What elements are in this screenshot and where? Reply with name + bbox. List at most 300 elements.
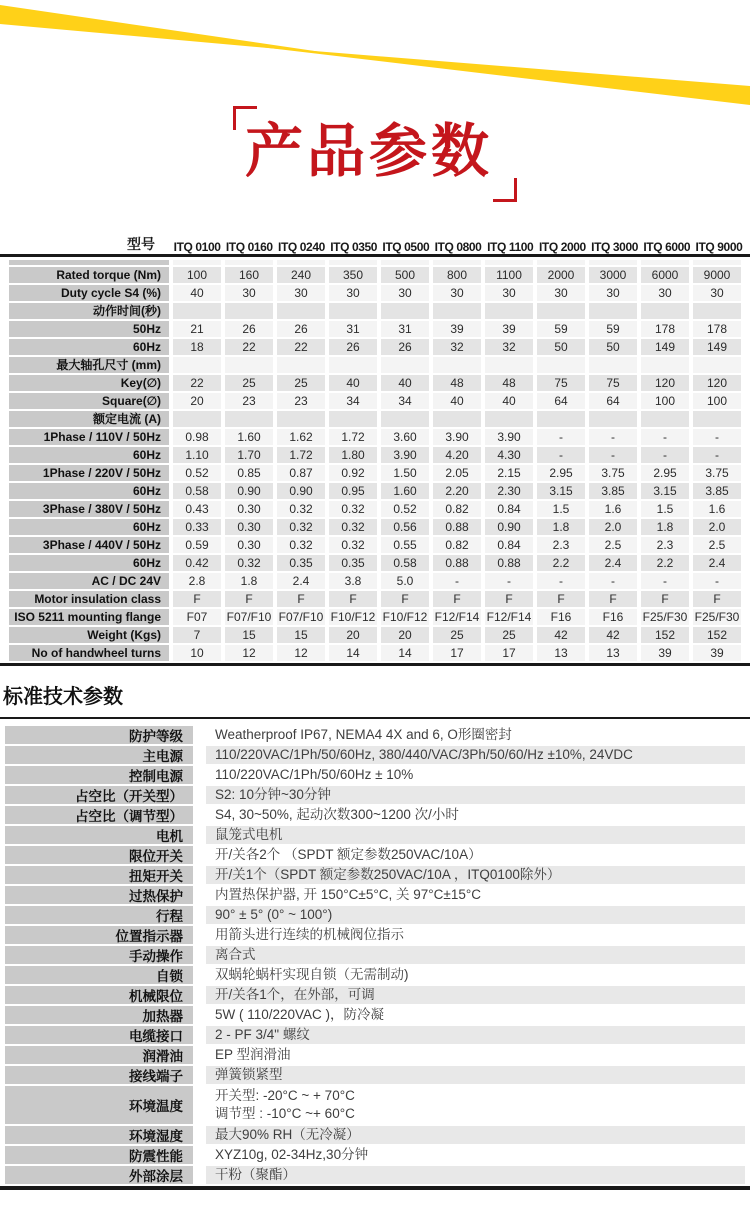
spec-value-cell: 0.43	[173, 501, 221, 517]
tech-value-line: EP 型润滑油	[215, 1047, 291, 1062]
spec-value-cell: 30	[485, 285, 533, 301]
model-column-header: ITQ 0240	[278, 240, 325, 254]
spec-value-cell: 40	[485, 393, 533, 409]
spec-value-cell: 0.30	[225, 501, 273, 517]
tech-row-value	[206, 1126, 745, 1144]
tech-row-label: 防护等级	[5, 726, 193, 744]
spec-value-cell: F07/F10	[278, 610, 324, 624]
tech-parameters-list	[5, 726, 745, 1184]
spec-section-cell	[537, 303, 585, 319]
spec-section-cell	[225, 357, 273, 373]
model-column-header: ITQ 0500	[382, 240, 430, 254]
title-corner-bracket-bottomright-icon	[493, 178, 517, 202]
spec-value-cell: -	[641, 447, 689, 463]
spec-section-cell	[173, 303, 221, 319]
spec-value-cell: 0.32	[329, 501, 377, 517]
tech-row-gap	[193, 966, 206, 984]
spec-section-cell	[589, 303, 637, 319]
model-column-header: ITQ 2000	[538, 240, 586, 254]
tech-row-gap	[193, 1126, 206, 1144]
spec-value-cell: -	[693, 447, 741, 463]
spec-value-cell: 500	[381, 267, 429, 283]
spec-value-cell: 30	[693, 285, 741, 301]
spec-section-cell	[537, 357, 585, 373]
tech-row-value	[206, 866, 745, 884]
spec-value-cell: 30	[537, 285, 585, 301]
spec-value-cell: 1.70	[225, 447, 273, 463]
spec-value-cell: -	[537, 447, 585, 463]
spec-value-cell: 240	[277, 267, 325, 283]
spec-value-cell: 25	[225, 375, 273, 391]
spec-value-cell: 17	[433, 645, 481, 661]
spec-value-cell: 26	[381, 339, 429, 355]
tech-value-line: XYZ10g, 02-34Hz,30分钟	[215, 1147, 369, 1162]
tech-row	[5, 726, 745, 744]
spec-section-row	[9, 357, 741, 373]
tech-value-line: S4, 30~50%, 起动次数300~1200 次/小时	[215, 807, 459, 822]
spec-value-cell: F10/F12	[382, 610, 428, 624]
spec-value-cell: 149	[693, 339, 741, 355]
spec-value-cell: F	[173, 591, 221, 607]
spec-value-cell: 1.8	[641, 519, 689, 535]
spec-value-cell: 2.4	[693, 555, 741, 571]
spec-value-cell: 18	[173, 339, 221, 355]
spec-value-cell: 100	[173, 267, 221, 283]
spec-value-cell: 0.30	[225, 537, 273, 553]
tech-row	[5, 946, 745, 964]
spec-data-row	[9, 267, 741, 283]
spec-data-row	[9, 339, 741, 355]
spec-value-cell: 0.58	[173, 483, 221, 499]
spec-value-cell: 100	[693, 393, 741, 409]
spec-row-label: AC / DC 24V	[9, 573, 169, 589]
spec-value-cell: 0.52	[173, 465, 221, 481]
spec-section-cell	[433, 303, 481, 319]
spec-value-cell: 9000	[693, 267, 741, 283]
spec-value-cell: 50	[537, 339, 585, 355]
spec-value-cell: 160	[225, 267, 273, 283]
tech-row-gap	[193, 1086, 206, 1124]
spec-value-cell: F	[329, 591, 377, 607]
spec-section-cell	[173, 357, 221, 373]
spec-section-cell	[485, 357, 533, 373]
spec-value-cell: 3.75	[589, 465, 637, 481]
model-column-header: ITQ 0800	[434, 240, 482, 254]
tech-row	[5, 786, 745, 804]
spec-row-label: 3Phase / 380V / 50Hz	[9, 501, 169, 517]
spec-value-cell: 13	[537, 645, 585, 661]
tech-row-value	[206, 1146, 745, 1164]
spec-value-cell: 42	[537, 627, 585, 643]
ribbon-right-band	[252, 46, 750, 105]
spec-table	[5, 258, 745, 663]
tech-row-gap	[193, 926, 206, 944]
spec-section-cell	[329, 303, 377, 319]
tech-row	[5, 986, 745, 1004]
spec-section-cell	[277, 357, 325, 373]
spec-value-cell: 2.30	[485, 483, 533, 499]
spec-value-cell: F	[537, 591, 585, 607]
spec-value-cell: 26	[225, 321, 273, 337]
spec-value-cell: 4.20	[433, 447, 481, 463]
tech-title-underline	[0, 717, 750, 719]
spec-value-cell: 40	[173, 285, 221, 301]
tech-row-gap	[193, 866, 206, 884]
spec-value-cell: 0.98	[173, 429, 221, 445]
spec-value-cell: F	[433, 591, 481, 607]
spec-value-cell: 0.55	[381, 537, 429, 553]
spec-value-cell: 0.90	[277, 483, 325, 499]
spec-value-cell: 1.10	[173, 447, 221, 463]
spec-value-cell: 2.8	[173, 573, 221, 589]
page-bottom-line	[0, 1186, 750, 1190]
spec-section-cell	[537, 411, 585, 427]
spec-value-cell: 26	[277, 321, 325, 337]
tech-row-label: 扭矩开关	[5, 866, 193, 884]
spec-row-label: Duty cycle S4 (%)	[9, 285, 169, 301]
spec-value-cell: 149	[641, 339, 689, 355]
spec-row-label: 60Hz	[9, 483, 169, 499]
spec-value-cell: 0.59	[173, 537, 221, 553]
tech-value-line: 调节型 : -10°C ~+ 60°C	[215, 1106, 355, 1121]
spec-value-cell: 350	[329, 267, 377, 283]
spec-data-row	[9, 645, 741, 661]
tech-row-gap	[193, 886, 206, 904]
spec-value-cell: 17	[485, 645, 533, 661]
spec-row-label: 50Hz	[9, 321, 169, 337]
tech-row-value	[206, 1006, 745, 1024]
spec-pad-cell	[537, 260, 585, 265]
spec-value-cell: 2000	[537, 267, 585, 283]
spec-value-cell: F	[641, 591, 689, 607]
spec-data-row	[9, 393, 741, 409]
tech-row-gap	[193, 1066, 206, 1084]
spec-value-cell: 0.52	[381, 501, 429, 517]
tech-row-value	[206, 806, 745, 824]
spec-value-cell: 12	[225, 645, 273, 661]
spec-value-cell: 0.92	[329, 465, 377, 481]
spec-value-cell: 0.58	[381, 555, 429, 571]
spec-section-cell	[173, 411, 221, 427]
spec-section-cell	[329, 411, 377, 427]
spec-value-cell: 1.8	[537, 519, 585, 535]
spec-value-cell: 7	[173, 627, 221, 643]
spec-value-cell: 32	[433, 339, 481, 355]
spec-value-cell: 1.6	[693, 501, 741, 517]
tech-value-line: 开/关各1个，在外部，可调	[215, 987, 375, 1002]
spec-value-cell: 3.75	[693, 465, 741, 481]
spec-value-cell: 40	[329, 375, 377, 391]
tech-value-line: 开/关各2个 （SPDT 额定参数250VAC/10A）	[215, 847, 482, 862]
spec-value-cell: 152	[693, 627, 741, 643]
spec-value-cell: 25	[485, 627, 533, 643]
spec-data-row	[9, 375, 741, 391]
tech-row-gap	[193, 1046, 206, 1064]
tech-row	[5, 926, 745, 944]
spec-pad-cell	[589, 260, 637, 265]
tech-row	[5, 1166, 745, 1184]
spec-data-row	[9, 573, 741, 589]
tech-row-gap	[193, 846, 206, 864]
model-column-header: ITQ 3000	[591, 240, 638, 254]
spec-section-cell	[641, 357, 689, 373]
spec-row-label: 1Phase / 220V / 50Hz	[9, 465, 169, 481]
tech-value-line: 110/220VAC/1Ph/50/60Hz ± 10%	[215, 767, 414, 782]
spec-value-cell: 30	[277, 285, 325, 301]
spec-value-cell: 64	[589, 393, 637, 409]
spec-data-row	[9, 591, 741, 607]
tech-row-value	[206, 1086, 745, 1124]
spec-section-cell	[485, 411, 533, 427]
tech-row-value	[206, 1166, 745, 1184]
spec-section-cell	[433, 411, 481, 427]
spec-value-cell: 10	[173, 645, 221, 661]
model-header-columns	[171, 240, 745, 254]
spec-value-cell: 0.35	[277, 555, 325, 571]
spec-value-cell: 42	[589, 627, 637, 643]
model-column-header: ITQ 0160	[225, 240, 273, 254]
tech-value-line: 110/220VAC/1Ph/50/60Hz, 380/440/VAC/3Ph/50/60/Hz ±10%, 24VDC	[215, 747, 633, 762]
spec-value-cell: 32	[485, 339, 533, 355]
tech-value-line: 干粉（聚酯）	[215, 1167, 296, 1182]
spec-data-row	[9, 609, 741, 625]
tech-row	[5, 1086, 745, 1124]
tech-row-label: 机械限位	[5, 986, 193, 1004]
spec-pad-cell	[693, 260, 741, 265]
tech-row-value	[206, 746, 745, 764]
spec-value-cell: -	[693, 573, 741, 589]
spec-pad-cell	[641, 260, 689, 265]
spec-value-cell: 31	[329, 321, 377, 337]
spec-value-cell: 1.5	[537, 501, 585, 517]
spec-value-cell: 21	[173, 321, 221, 337]
spec-value-cell: 40	[381, 375, 429, 391]
tech-row	[5, 1046, 745, 1064]
spec-section-cell	[589, 357, 637, 373]
spec-value-cell: 1.60	[381, 483, 429, 499]
spec-value-cell: 2.3	[537, 537, 585, 553]
spec-value-cell: -	[485, 573, 533, 589]
spec-value-cell: 6000	[641, 267, 689, 283]
spec-pad-row	[9, 260, 741, 265]
header-divider-line	[0, 254, 750, 257]
spec-value-cell: 2.4	[589, 555, 637, 571]
spec-value-cell: 30	[589, 285, 637, 301]
spec-value-cell: 2.15	[485, 465, 533, 481]
spec-value-cell: 0.32	[277, 537, 325, 553]
tech-row-value	[206, 906, 745, 924]
model-header-label: 型号	[127, 236, 155, 252]
tech-row-label: 接线端子	[5, 1066, 193, 1084]
spec-value-cell: 1.6	[589, 501, 637, 517]
tech-row	[5, 766, 745, 784]
spec-value-cell: 0.33	[173, 519, 221, 535]
yellow-ribbon-decoration	[0, 0, 750, 120]
title-corner-bracket-topleft-icon	[233, 106, 257, 130]
spec-value-cell: 20	[173, 393, 221, 409]
tech-value-line: 5W ( 110/220VAC )，防冷凝	[215, 1007, 385, 1022]
spec-value-cell: 0.82	[433, 501, 481, 517]
spec-value-cell: 0.88	[485, 555, 533, 571]
spec-pad-cell	[381, 260, 429, 265]
spec-value-cell: F25/F30	[694, 610, 740, 624]
tech-value-line: 最大90% RH（无冷凝）	[215, 1127, 360, 1142]
spec-row-label: 60Hz	[9, 519, 169, 535]
spec-value-cell: 59	[589, 321, 637, 337]
tech-row-gap	[193, 1026, 206, 1044]
spec-value-cell: -	[641, 429, 689, 445]
spec-value-cell: 0.32	[329, 519, 377, 535]
model-column-header: ITQ 0100	[173, 240, 221, 254]
spec-value-cell: F	[225, 591, 273, 607]
tech-row	[5, 886, 745, 904]
tech-value-line: 内置热保护器, 开 150°C±5°C, 关 97°C±15°C	[215, 887, 481, 902]
spec-value-cell: 26	[329, 339, 377, 355]
spec-table-bottom-line	[0, 663, 750, 666]
spec-value-cell: 1.62	[277, 429, 325, 445]
spec-section-cell	[225, 303, 273, 319]
spec-data-row	[9, 627, 741, 643]
spec-row-label: 60Hz	[9, 447, 169, 463]
spec-value-cell: -	[641, 573, 689, 589]
spec-value-cell: -	[433, 573, 481, 589]
spec-data-row	[9, 501, 741, 517]
spec-value-cell: 2.3	[641, 537, 689, 553]
spec-section-cell	[589, 411, 637, 427]
spec-value-cell: 2.0	[589, 519, 637, 535]
tech-row-label: 占空比（调节型）	[5, 806, 193, 824]
tech-row-label: 过热保护	[5, 886, 193, 904]
spec-data-row	[9, 429, 741, 445]
spec-value-cell: 2.5	[589, 537, 637, 553]
spec-row-label: Rated torque (Nm)	[9, 267, 169, 283]
tech-row-label: 外部涂层	[5, 1166, 193, 1184]
spec-value-cell: 3.15	[537, 483, 585, 499]
spec-value-cell: 15	[277, 627, 325, 643]
spec-value-cell: 0.32	[277, 519, 325, 535]
tech-row	[5, 1146, 745, 1164]
spec-value-cell: 39	[433, 321, 481, 337]
spec-value-cell: 2.2	[537, 555, 585, 571]
spec-value-cell: 40	[433, 393, 481, 409]
spec-row-label: 最大轴孔尺寸 (mm)	[9, 357, 169, 373]
spec-section-cell	[225, 411, 273, 427]
spec-value-cell: 0.90	[485, 519, 533, 535]
spec-value-cell: 0.88	[433, 519, 481, 535]
tech-value-line: 90° ± 5° (0° ~ 100°)	[215, 907, 333, 922]
spec-value-cell: 31	[381, 321, 429, 337]
spec-row-label: Square(∅)	[9, 393, 169, 409]
spec-value-cell: 22	[173, 375, 221, 391]
tech-row-value	[206, 1066, 745, 1084]
tech-row-gap	[193, 726, 206, 744]
tech-row-value	[206, 966, 745, 984]
spec-value-cell: 39	[485, 321, 533, 337]
spec-value-cell: 178	[693, 321, 741, 337]
tech-row-label: 环境温度	[5, 1086, 193, 1124]
spec-row-label: Weight (Kgs)	[9, 627, 169, 643]
spec-value-cell: 3.8	[329, 573, 377, 589]
tech-row-label: 主电源	[5, 746, 193, 764]
spec-value-cell: 2.95	[641, 465, 689, 481]
spec-value-cell: 2.0	[693, 519, 741, 535]
tech-value-line: 离合式	[215, 947, 256, 962]
spec-value-cell: 23	[225, 393, 273, 409]
spec-value-cell: 14	[381, 645, 429, 661]
tech-row	[5, 806, 745, 824]
tech-value-line: 开关型: -20°C ~ + 70°C	[215, 1088, 355, 1103]
spec-value-cell: 0.32	[225, 555, 273, 571]
model-column-header: ITQ 6000	[643, 240, 691, 254]
spec-row-label: ISO 5211 mounting flange	[9, 609, 169, 625]
spec-value-cell: 0.32	[277, 501, 325, 517]
spec-row-label: No of handwheel turns	[9, 645, 169, 661]
spec-value-cell: 0.95	[329, 483, 377, 499]
spec-value-cell: 0.90	[225, 483, 273, 499]
spec-value-cell: F	[381, 591, 429, 607]
tech-value-line: 双蜗轮蜗杆实现自锁（无需制动)	[215, 967, 409, 982]
spec-value-cell: F12/F14	[486, 610, 532, 624]
spec-value-cell: 2.95	[537, 465, 585, 481]
spec-value-cell: 800	[433, 267, 481, 283]
spec-pad-cell	[329, 260, 377, 265]
tech-value-line: 2 - PF 3/4" 螺纹	[215, 1027, 310, 1042]
tech-row-value	[206, 946, 745, 964]
spec-data-row	[9, 519, 741, 535]
spec-value-cell: 22	[277, 339, 325, 355]
spec-data-row	[9, 555, 741, 571]
tech-row-gap	[193, 806, 206, 824]
spec-value-cell: 3.90	[485, 429, 533, 445]
spec-value-cell: 48	[485, 375, 533, 391]
spec-value-cell: 0.82	[433, 537, 481, 553]
spec-value-cell: -	[589, 429, 637, 445]
spec-value-cell: 59	[537, 321, 585, 337]
spec-value-cell: 4.30	[485, 447, 533, 463]
spec-value-cell: 75	[537, 375, 585, 391]
spec-section-cell	[693, 303, 741, 319]
spec-row-label: 1Phase / 110V / 50Hz	[9, 429, 169, 445]
spec-value-cell: 34	[329, 393, 377, 409]
spec-row-label: 60Hz	[9, 339, 169, 355]
spec-value-cell: 0.35	[329, 555, 377, 571]
spec-value-cell: 12	[277, 645, 325, 661]
spec-value-cell: 30	[329, 285, 377, 301]
spec-row-label: 额定电流 (A)	[9, 411, 169, 427]
tech-row-label: 电缆接口	[5, 1026, 193, 1044]
spec-value-cell: 3.85	[589, 483, 637, 499]
spec-section-cell	[277, 411, 325, 427]
spec-value-cell: 3.85	[693, 483, 741, 499]
spec-value-cell: 120	[641, 375, 689, 391]
spec-value-cell: F07	[173, 609, 221, 625]
spec-value-cell: 0.85	[225, 465, 273, 481]
tech-row	[5, 1126, 745, 1144]
tech-row-value	[206, 786, 745, 804]
spec-value-cell: 120	[693, 375, 741, 391]
spec-value-cell: 23	[277, 393, 325, 409]
spec-value-cell: 100	[641, 393, 689, 409]
tech-row-gap	[193, 826, 206, 844]
spec-value-cell: -	[537, 429, 585, 445]
spec-value-cell: 1.50	[381, 465, 429, 481]
spec-data-row	[9, 465, 741, 481]
spec-pad-cell	[173, 260, 221, 265]
tech-value-line: 开/关1个（SPDT 额定参数250VAC/10A ，ITQ0100除外）	[215, 867, 561, 882]
spec-section-cell	[381, 411, 429, 427]
spec-value-cell: 178	[641, 321, 689, 337]
tech-row-label: 自锁	[5, 966, 193, 984]
